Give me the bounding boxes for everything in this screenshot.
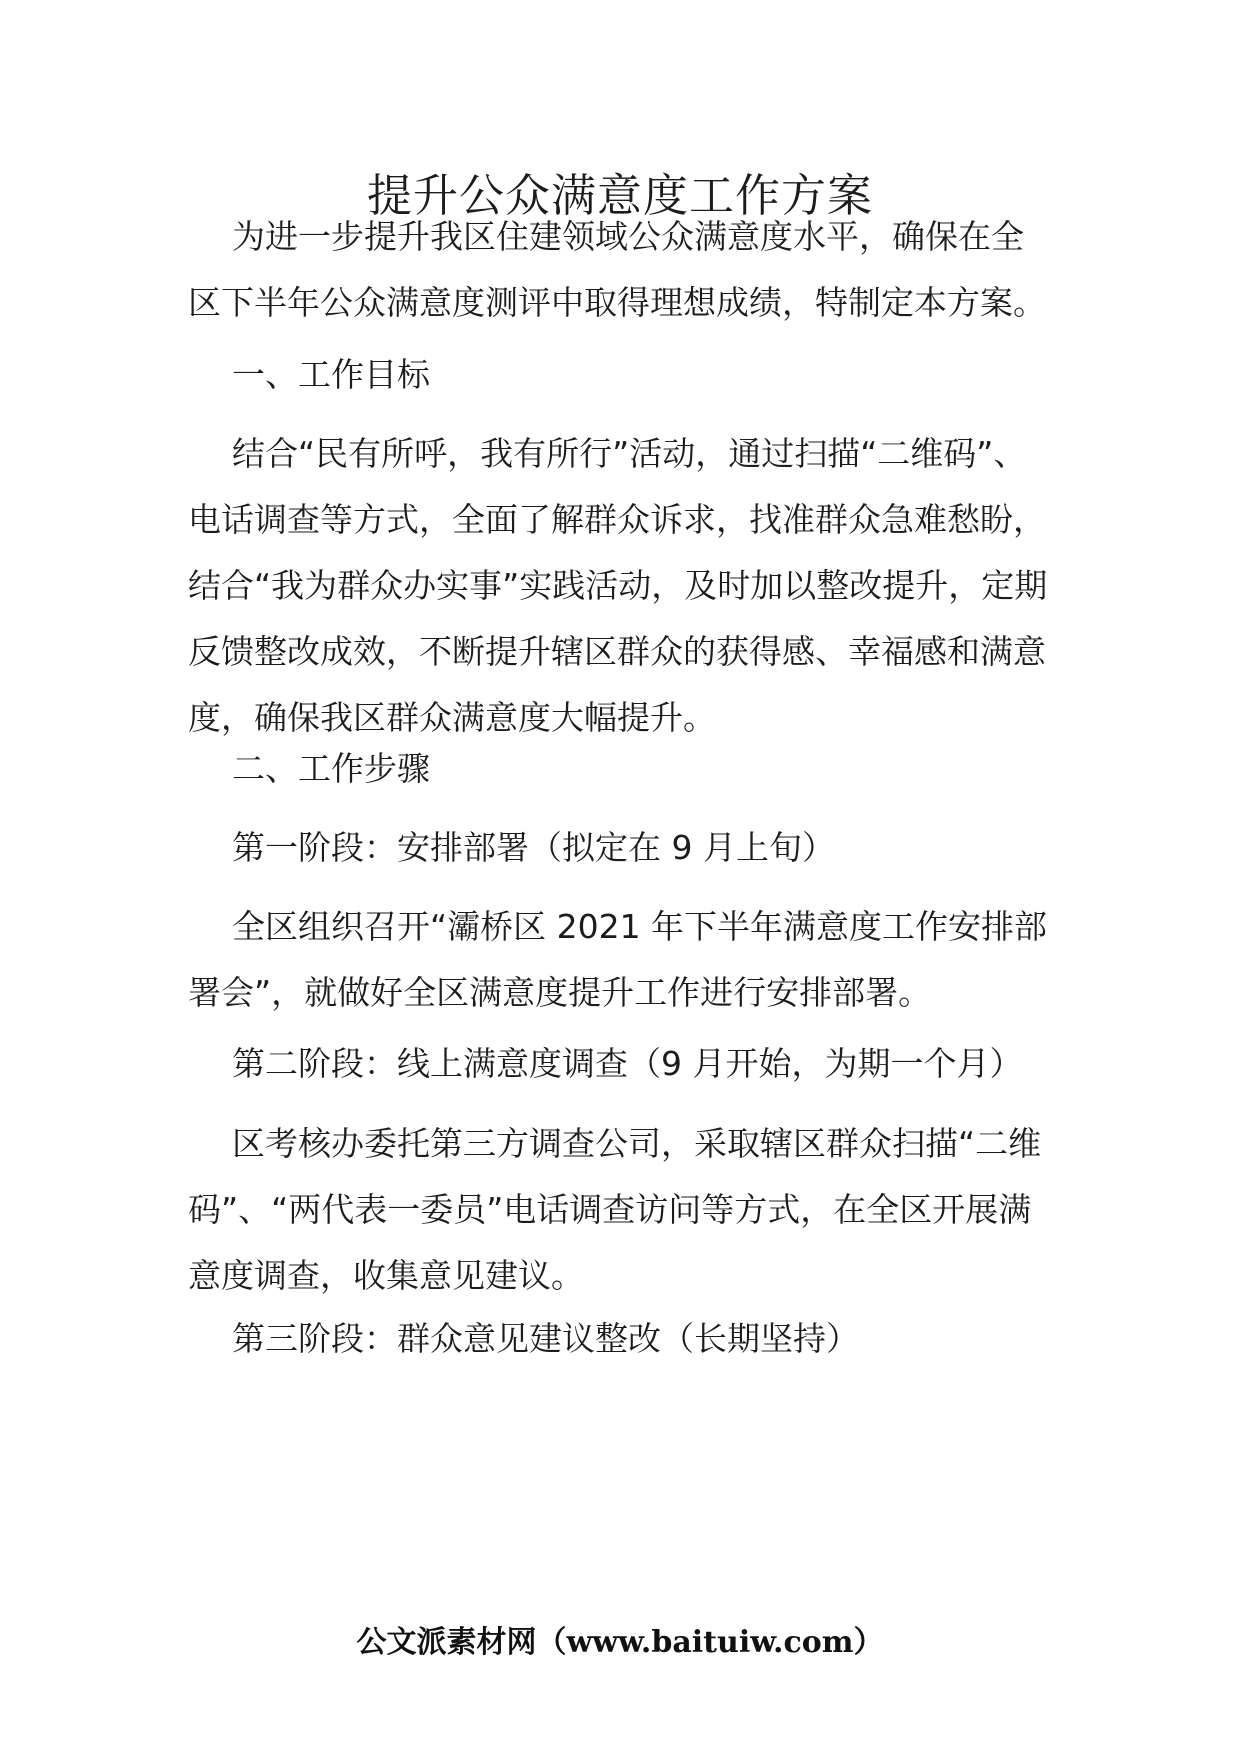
intro-paragraph: 为进一步提升我区住建领域公众满意度水平，确保在全区下半年公众满意度测评中取得理想成绩，特制定本方案。 — [188, 217, 1046, 322]
document-title: 提升公众满意度工作方案 — [366, 169, 873, 222]
section-heading-steps: 二、工作步骤 — [232, 749, 430, 788]
footer-watermark: 公文派素材网（www.baituiw.com） — [356, 1625, 884, 1660]
stage-two-paragraph: 区考核办委托第三方调查公司，采取辖区群众扫描“二维码”、“两代表一委员”电话调查访问等方式，在全区开展满意度调查，收集意见建议。 — [188, 1124, 1042, 1295]
stage-two-heading: 第二阶段：线上满意度调查（9 月开始，为期一个月） — [232, 1044, 1023, 1083]
section-heading-goals: 一、工作目标 — [232, 355, 430, 394]
stage-one-heading: 第一阶段：安排部署（拟定在 9 月上旬） — [232, 828, 835, 867]
goals-paragraph: 结合“民有所呼，我有所行”活动，通过扫描“二维码”、电话调查等方式，全面了解群众诉求，找准群众急难愁盼，结合“我为群众办实事”实践活动，及时加以整改提升，定期反馈整改成效，不断提升辖区群众的获得感、幸福感和满意度，确保我区群众满意度大幅提升。 — [188, 434, 1048, 737]
stage-three-heading: 第三阶段：群众意见建议整改（长期坚持） — [232, 1319, 859, 1358]
stage-one-paragraph: 全区组织召开“灞桥区 2021 年下半年满意度工作安排部署会”，就做好全区满意度提升工作进行安排部署。 — [188, 907, 1048, 1012]
